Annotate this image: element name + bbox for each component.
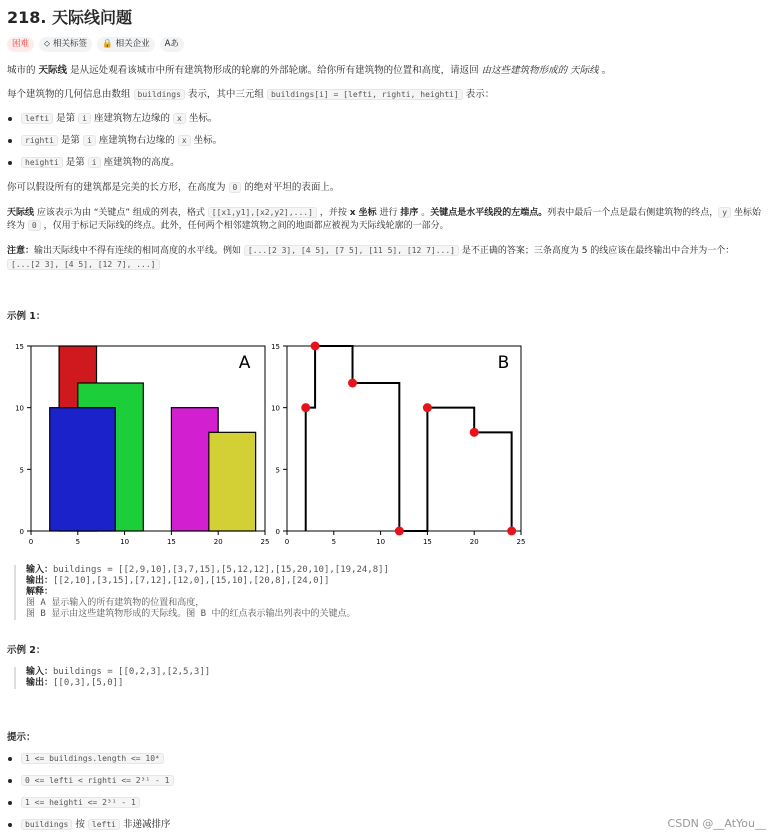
text: 非递减排序 [120, 819, 171, 830]
text-bold: 排序 [400, 208, 419, 218]
input-value: buildings = [[0,2,3],[2,5,3]] [53, 667, 211, 677]
text: 座建筑物右边缘的 [95, 135, 178, 146]
x-tick-label: 0 [284, 538, 290, 546]
example-1-block [14, 565, 389, 620]
x-tick-label: 15 [422, 538, 432, 546]
inline-code: 0 [28, 220, 41, 231]
input-label: 输入： [26, 667, 54, 677]
inline-code: buildings [21, 819, 72, 830]
tag-row [7, 37, 184, 52]
keypoint-dot [301, 403, 310, 412]
inline-code: x [178, 135, 191, 146]
text: 。 [598, 65, 612, 76]
keypoint-dot [395, 527, 404, 536]
text-bold: 天际线 [38, 65, 68, 76]
related-companies-button[interactable] [97, 37, 155, 52]
keypoint-dot [311, 342, 320, 351]
inline-code: [...[2 3], [4 5], [12 7], ...] [7, 259, 160, 270]
tag-icon: ⬦ [44, 39, 50, 49]
inline-code: lefti [21, 113, 53, 124]
y-tick-label: 15 [15, 343, 24, 351]
desc-paragraph-3 [7, 181, 339, 195]
text: 是第 [62, 157, 88, 168]
note-paragraph-line-2 [7, 258, 160, 272]
list-item [9, 752, 164, 766]
text: 城市的 [7, 65, 39, 76]
building-rect [209, 432, 256, 531]
x-tick-label: 0 [28, 538, 34, 546]
text: 的绝对平坦的表面上。 [241, 182, 340, 193]
note-paragraph [7, 244, 734, 258]
desc-paragraph-2 [7, 88, 494, 102]
text: 是不正确的答案；三条高度为 5 的线应该在最终输出中合并为一个： [459, 246, 735, 256]
keypoint-dot [423, 403, 432, 412]
building-rect [50, 408, 116, 531]
inline-code: i [88, 157, 101, 168]
related-tags-label: 相关标签 [52, 39, 87, 49]
output-label: 输出： [26, 576, 54, 586]
related-tags-button[interactable] [39, 37, 92, 52]
desc-paragraph-4-line-2 [7, 219, 449, 233]
text: 坐标始 [731, 208, 761, 218]
y-tick-label: 0 [275, 528, 280, 536]
list-item [9, 134, 222, 148]
font-size-label: Aあ [164, 39, 179, 49]
input-label: 输入： [26, 565, 54, 575]
inline-code: y [718, 207, 731, 218]
y-tick-label: 5 [275, 466, 280, 475]
inline-code: [[x1,y1],[x2,y2],...] [208, 207, 317, 218]
skyline-path [306, 346, 512, 531]
x-tick-label: 10 [120, 538, 130, 546]
x-tick-label: 20 [213, 538, 223, 546]
y-tick-label: 10 [15, 404, 24, 413]
text: 。 [418, 208, 431, 218]
list-item [9, 156, 180, 170]
output-label: 输出： [26, 678, 54, 688]
keypoint-dot [507, 527, 516, 536]
inline-code: heighti [21, 157, 63, 168]
inline-code: buildings [134, 89, 185, 100]
desc-paragraph-1 [7, 64, 611, 78]
text-bold: x 坐标 [349, 208, 377, 218]
text: 坐标。 [190, 135, 223, 146]
example-2-block [14, 667, 210, 689]
font-size-button[interactable] [160, 37, 184, 52]
keypoint-dot [470, 428, 479, 437]
x-tick-label: 10 [376, 538, 386, 546]
text: 输出天际线中不得有连续的相同高度的水平线。例如 [34, 246, 244, 256]
y-tick-label: 15 [271, 343, 280, 351]
panel-label: A [238, 353, 251, 374]
text: 表示： [462, 89, 495, 100]
text: 按 [72, 819, 88, 830]
inline-code: [...[2 3], [4 5], [7 5], [11 5], [12 7]...] [244, 245, 459, 256]
text: 座建筑物左边缘的 [90, 113, 174, 124]
problem-title: 218. 天际线问题 [7, 8, 133, 27]
text: 是第 [53, 113, 79, 124]
y-tick-label: 0 [19, 528, 24, 536]
explain-label: 解释： [26, 587, 54, 597]
hints-heading: 提示： [7, 732, 36, 743]
output-value: [[2,10],[3,15],[7,12],[12,0],[15,10],[20,8],[24,0]] [53, 576, 330, 586]
example-1-heading: 示例 1： [7, 311, 46, 322]
inline-code: lefti [88, 819, 120, 830]
difficulty-badge: 困难 [7, 37, 34, 52]
text: 列表中最后一个点是最右侧建筑物的终点， [547, 208, 719, 218]
x-tick-label: 25 [516, 538, 526, 546]
text-italic: 由这些建筑物形成的 天际线 [481, 65, 599, 76]
text: 是第 [57, 135, 83, 146]
desc-paragraph-4 [7, 206, 761, 220]
text: ，仅用于标记天际线的终点。此外，任何两个相邻建筑物之间的地面都应被视为天际线轮廓的一部分。 [40, 221, 449, 231]
related-companies-label: 相关企业 [115, 39, 150, 49]
x-tick-label: 15 [166, 538, 176, 546]
explain-text: 图 B 显示由这些建筑物形成的天际线。图 B 中的红点表示输出列表中的关键点。 [26, 609, 356, 619]
explain-text: 图 A 显示输入的所有建筑物的位置和高度， [26, 598, 205, 608]
list-item [9, 774, 174, 788]
input-value: buildings = [[2,9,10],[3,7,15],[5,12,12],[15,20,10],[19,24,8]] [53, 565, 389, 575]
y-tick-label: 5 [19, 466, 24, 475]
chart-a [7, 338, 279, 556]
text-bold: 关键点是水平线段的左端点。 [430, 208, 548, 218]
inline-code: x [173, 113, 186, 124]
output-value: [[0,3],[5,0]] [53, 678, 124, 688]
text: ，并按 [316, 208, 350, 218]
x-tick-label: 25 [260, 538, 270, 546]
text: 表示，其中三元组 [184, 89, 267, 100]
text: 座建筑物的高度。 [100, 157, 180, 168]
text: 每个建筑物的几何信息由数组 [7, 89, 134, 100]
lock-icon: 🔒 [101, 39, 113, 49]
inline-code: 1 <= buildings.length <= 10⁴ [21, 753, 164, 764]
keypoint-dot [348, 379, 357, 388]
text-bold: 天际线 [7, 208, 35, 218]
text: 进行 [376, 208, 401, 218]
inline-code: buildings[i] = [lefti, righti, heighti] [267, 89, 463, 100]
text: 坐标。 [185, 113, 218, 124]
inline-code: i [83, 135, 96, 146]
x-tick-label: 5 [331, 538, 337, 546]
x-tick-label: 5 [75, 538, 81, 546]
inline-code: 0 [229, 182, 242, 193]
inline-code: 0 <= lefti < righti <= 2³¹ - 1 [21, 775, 174, 786]
inline-code: righti [21, 135, 58, 146]
text: 是从远处观看该城市中所有建筑物形成的轮廓的外部轮廓。给你所有建筑物的位置和高度，请返回 [67, 65, 482, 76]
example-2-heading: 示例 2： [7, 645, 46, 656]
x-tick-label: 20 [469, 538, 479, 546]
inline-code: 1 <= heighti <= 2³¹ - 1 [21, 797, 140, 808]
list-item [9, 818, 171, 832]
text: 应该表示为由 “关键点” 组成的列表，格式 [34, 208, 208, 218]
list-item [9, 796, 140, 810]
text: 终为 [7, 221, 28, 231]
chart-b [271, 338, 547, 556]
panel-label: B [497, 353, 510, 374]
plot-frame [287, 346, 521, 531]
text-bold: 注意： [7, 246, 35, 256]
inline-code: i [78, 113, 91, 124]
list-item [9, 112, 217, 126]
watermark: CSDN @__AtYou__ [667, 817, 766, 830]
y-tick-label: 10 [271, 404, 280, 413]
text: 你可以假设所有的建筑都是完美的长方形，在高度为 [7, 182, 229, 193]
